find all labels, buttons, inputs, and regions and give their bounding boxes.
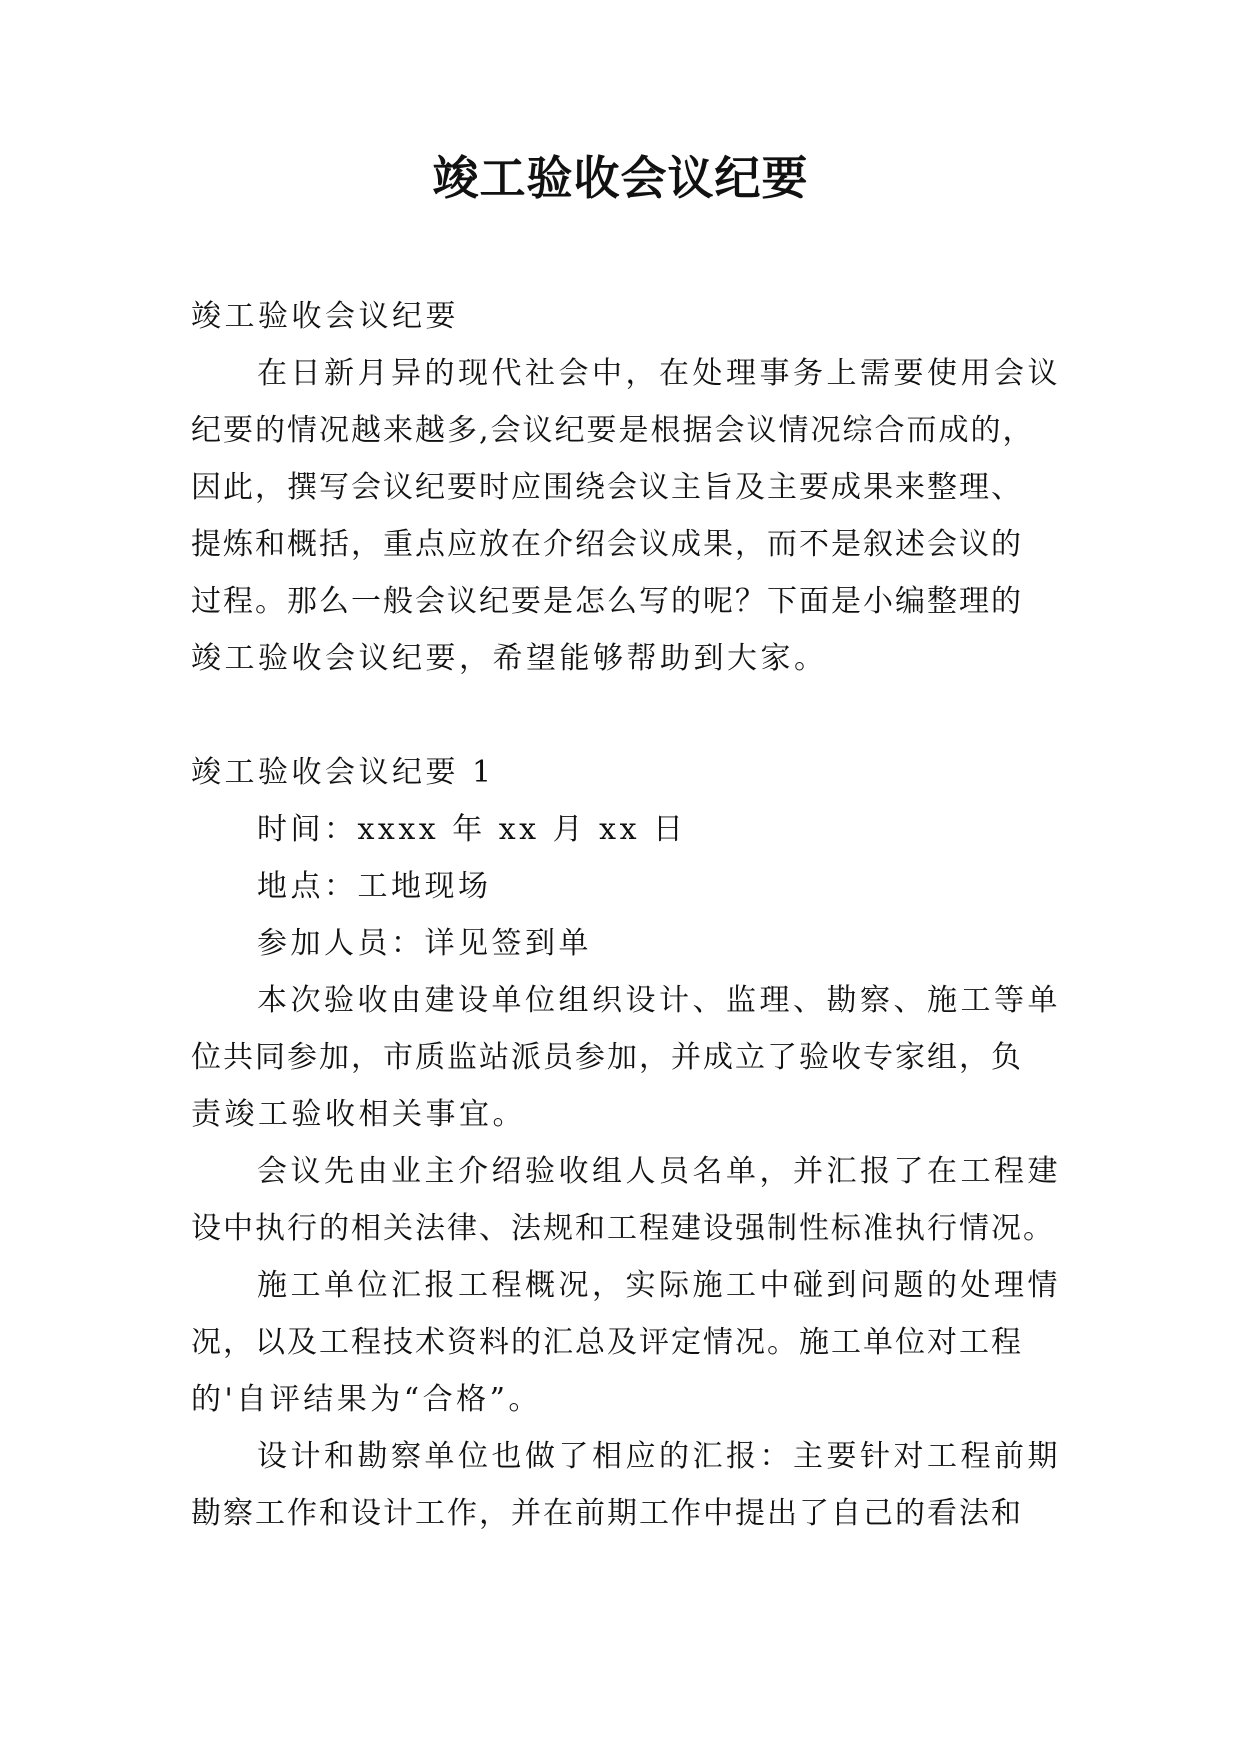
section1-paragraph-1 xyxy=(191,972,1061,1143)
paragraph-line: 设计和勘察单位也做了相应的汇报：主要针对工程前期 xyxy=(257,1439,1061,1474)
section1-paragraph-2 xyxy=(191,1143,1061,1257)
meeting-attendees: 参加人员：详见签到单 xyxy=(257,926,592,961)
paragraph-line: 施工单位汇报工程概况，实际施工中碰到问题的处理情 xyxy=(257,1268,1061,1303)
meeting-place: 地点：工地现场 xyxy=(257,869,492,904)
intro-paragraph xyxy=(191,345,1061,687)
paragraph-line: 在日新月异的现代社会中，在处理事务上需要使用会议 xyxy=(257,356,1061,391)
paragraph-line: 提炼和概括，重点应放在介绍会议成果，而不是叙述会议的 xyxy=(191,527,1023,562)
document-body xyxy=(191,288,1061,1542)
paragraph-line: 位共同参加，市质监站派员参加，并成立了验收专家组，负 xyxy=(191,1040,1023,1075)
paragraph-line: 勘察工作和设计工作，并在前期工作中提出了自己的看法和 xyxy=(191,1496,1023,1531)
paragraph-line: 责竣工验收相关事宜。 xyxy=(191,1097,526,1132)
section-spacer xyxy=(191,687,1051,744)
paragraph-line: 本次验收由建设单位组织设计、监理、勘察、施工等单 xyxy=(257,983,1061,1018)
document-title: 竣工验收会议纪要 xyxy=(432,151,809,205)
section1-heading: 竣工验收会议纪要 1 xyxy=(191,755,495,790)
paragraph-line: 过程。那么一般会议纪要是怎么写的呢？下面是小编整理的 xyxy=(191,584,1023,619)
section1-paragraph-4 xyxy=(191,1428,1061,1542)
paragraph-line: 纪要的情况越来越多,会议纪要是根据会议情况综合而成的， xyxy=(191,413,1035,448)
section1-paragraph-3 xyxy=(191,1257,1061,1428)
paragraph-line: 设中执行的相关法律、法规和工程建设强制性标准执行情况。 xyxy=(191,1211,1055,1246)
paragraph-line: 的'自评结果为“合格”。 xyxy=(191,1382,542,1417)
paragraph-line: 会议先由业主介绍验收组人员名单，并汇报了在工程建 xyxy=(257,1154,1061,1189)
meeting-time: 时间：xxxx 年 xx 月 xx 日 xyxy=(257,812,687,847)
paragraph-line: 竣工验收会议纪要，希望能够帮助到大家。 xyxy=(191,641,828,676)
intro-heading: 竣工验收会议纪要 xyxy=(191,299,459,334)
paragraph-line: 况，以及工程技术资料的汇总及评定情况。施工单位对工程 xyxy=(191,1325,1023,1360)
paragraph-line: 因此，撰写会议纪要时应围绕会议主旨及主要成果来整理、 xyxy=(191,470,1023,505)
